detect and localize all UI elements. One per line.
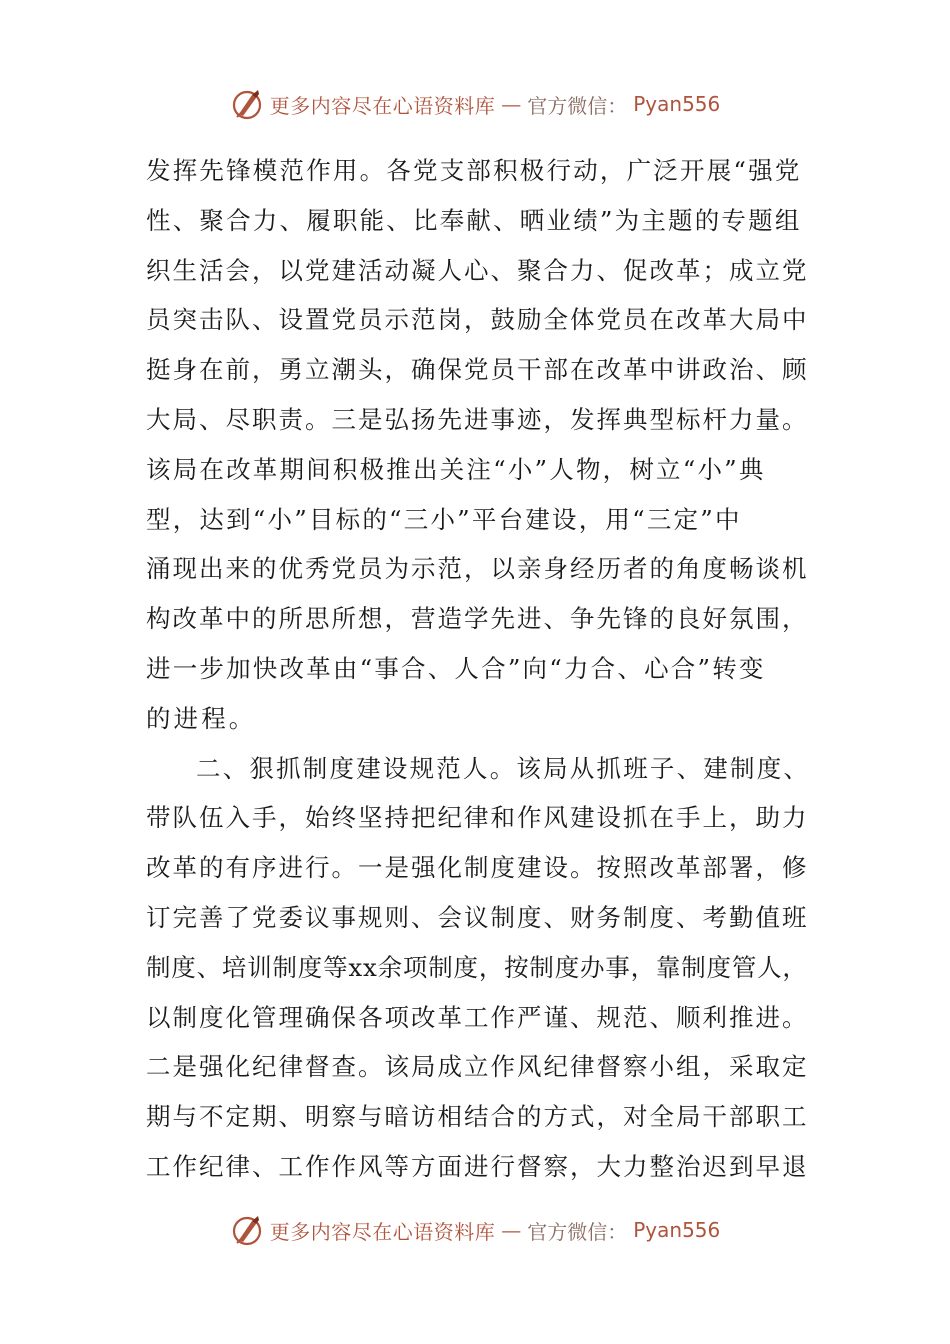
body-line: 大局、尽职责。三是弘扬先进事迹，发挥典型标杆力量。 <box>146 404 809 434</box>
body-line: 员突击队、设置党员示范岗，鼓励全体党员在改革大局中 <box>146 305 809 335</box>
document-body <box>146 146 810 1192</box>
footer-wechat-label: 官方微信： <box>527 1219 628 1244</box>
header-wechat-label: 官方微信： <box>527 93 628 118</box>
header-watermark-banner <box>0 84 950 124</box>
section-heading-line: 二、狠抓制度建设规范人。该局从抓班子、建制度、 <box>196 753 811 783</box>
body-line: 改革的有序进行。一是强化制度建设。按照改革部署，修 <box>146 853 809 883</box>
body-line: 订完善了党委议事规则、会议制度、财务制度、考勤值班 <box>146 902 809 932</box>
header-brand-text: 更多内容尽在心语资料库 <box>269 93 496 118</box>
header-wechat-id: Pyan556 <box>633 92 721 116</box>
body-line: 涌现出来的优秀党员为示范，以亲身经历者的角度畅谈机 <box>146 554 809 584</box>
footer-wechat-id: Pyan556 <box>633 1218 721 1242</box>
footer-brand-text: 更多内容尽在心语资料库 <box>269 1219 496 1244</box>
body-line: 制度、培训制度等xx余项制度，按制度办事，靠制度管人， <box>146 952 808 982</box>
quill-logo-icon <box>230 1213 264 1247</box>
footer-watermark-banner <box>0 1210 950 1250</box>
body-line: 进一步加快改革由“事合、人合”向“力合、心合”转变 <box>146 653 766 683</box>
body-line: 以制度化管理确保各项改革工作严谨、规范、顺利推进。 <box>146 1002 809 1032</box>
body-line: 织生活会，以党建活动凝人心、聚合力、促改革；成立党 <box>146 255 809 285</box>
body-line: 带队伍入手，始终坚持把纪律和作风建设抓在手上，助力 <box>146 803 809 833</box>
body-line: 工作纪律、工作作风等方面进行督察，大力整治迟到早退 <box>146 1151 809 1181</box>
body-line: 挺身在前，勇立潮头，确保党员干部在改革中讲政治、顾 <box>146 355 809 385</box>
body-line: 发挥先锋模范作用。各党支部积极行动，广泛开展“强党 <box>146 156 802 185</box>
header-dash: — <box>501 92 522 116</box>
body-line: 性、聚合力、履职能、比奉献、晒业绩”为主题的专题组 <box>146 205 802 235</box>
body-line: 二是强化纪律督查。该局成立作风纪律督察小组，采取定 <box>146 1052 809 1082</box>
body-line: 构改革中的所思所想，营造学先进、争先锋的良好氛围， <box>146 604 809 634</box>
body-line: 该局在改革期间积极推出关注“小”人物，树立“小”典 <box>146 454 766 484</box>
footer-dash: — <box>501 1218 522 1242</box>
body-line: 型，达到“小”目标的“三小”平台建设，用“三定”中 <box>146 504 742 534</box>
body-line: 的进程。 <box>146 703 257 733</box>
body-line: 期与不定期、明察与暗访相结合的方式，对全局干部职工 <box>146 1102 809 1132</box>
quill-logo-icon <box>230 87 264 121</box>
